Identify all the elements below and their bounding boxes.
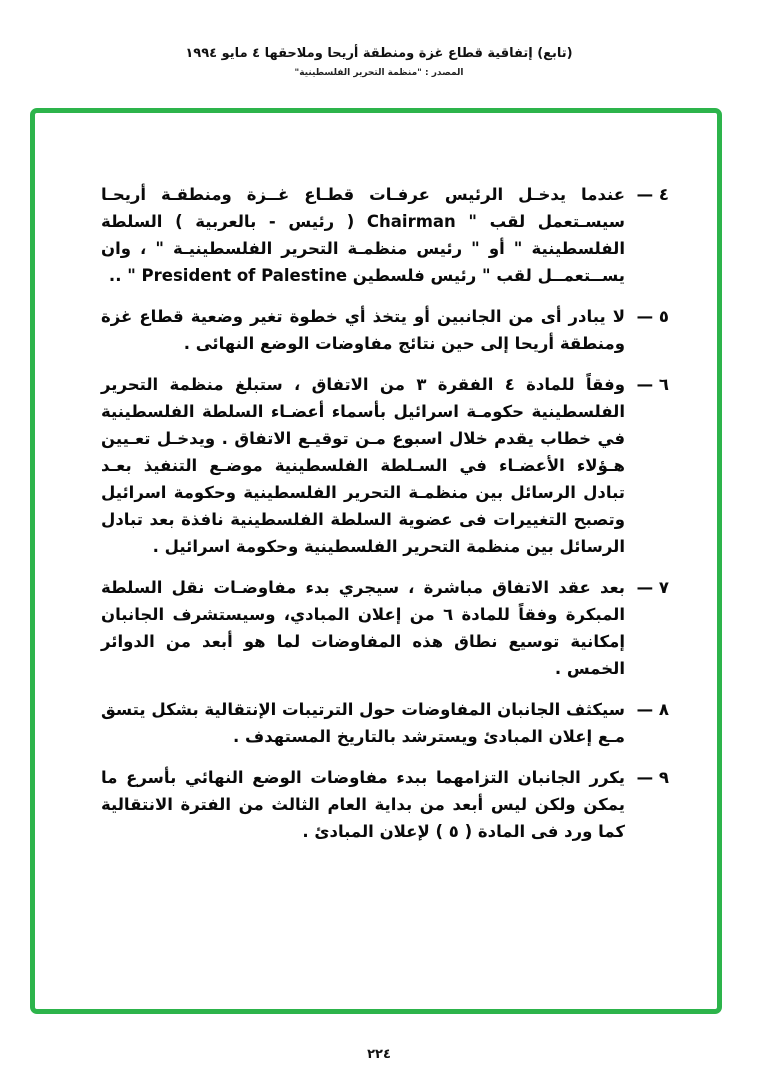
clause-text: لا يبادر أى من الجانبين أو يتخذ أي خطوة تغير وضعية قطاع غزة ومنطقة أريحا إلى حين نتائج مفاوضات الوضع النهائى . <box>101 307 625 353</box>
clause-text: بعد عقد الاتفاق مباشرة ، سيجري بدء مفاوضـات نقل السلطة المبكرة وفقاً للمادة ٦ من إعلان المبادي، وسيستشرف الجانبان إمكانية توسيع نطاق هذه المفاوضات لما هو أبعد من الدوائر الخمس . <box>101 578 625 678</box>
clause-number: ٨ — <box>636 700 669 719</box>
clause-item-5 <box>101 303 669 357</box>
source-line: المصدر : "منظمة التحرير الفلسطينية" <box>294 68 464 78</box>
clause-text: يكرر الجانبان التزامهما ببدء مفاوضات الوضع النهائي بأسرع ما يمكن ولكن ليس أبعد من بداية العام الثالث من الفترة الانتقالية كما ورد فى المادة ( ٥ ) لإعلان المبادئ . <box>101 768 625 841</box>
clause-item-7 <box>101 574 669 682</box>
clause-number: ٤ — <box>636 185 669 204</box>
clause-number: ٧ — <box>636 578 669 597</box>
clause-text: عندما يدخـل الرئيس عرفـات قطـاع غــزة ومنطقـة أريحـا سيسـتعمل لقب " Chairman ( رئيس - بالعربية ) السلطة الفلسطينية " أو " رئيس منظمـة التحرير الفلسطينيـة " ، وان يســتعمــل لقب " رئيس فلسطين President of Palestine " .. <box>101 185 625 285</box>
clause-number: ٩ — <box>636 768 669 787</box>
clause-number: ٦ — <box>636 375 669 394</box>
content-border-box <box>30 108 722 1014</box>
clause-text: وفقاً للمادة ٤ الفقرة ٣ من الاتفاق ، ستبلغ منظمة التحرير الفلسطينية حكومـة اسرائيل بأسماء أعضـاء السلطة الفلسطينية في خطاب يقدم خلال اسبوع مـن توقيـع الاتفاق . ويدخـل تعـيين هـؤلاء الأعضـاء في السـلطة الفلسطينية موضـع التنفيذ بعـد تبادل الرسائل بين منظمـة التحرير الفلسطينية وحكومة اسرائيل وتصبح التغييرات فى عضوية السلطة الفلسطينية نافذة بعد تبادل الرسائل بين منظمة التحرير الفلسطينية وحكومة اسرائيل . <box>101 375 625 556</box>
clause-text: سيكثف الجانبان المفاوضات حول الترتيبات الإنتقالية بشكل يتسق مـع إعلان المبادئ ويسترشد بالتاريخ المستهدف . <box>101 700 625 746</box>
page-number: ٢٢٤ <box>367 1047 391 1062</box>
clause-number: ٥ — <box>636 307 669 326</box>
clause-list <box>101 181 669 859</box>
clause-item-6 <box>101 371 669 560</box>
clause-item-8 <box>101 696 669 750</box>
page-footer <box>0 1043 758 1062</box>
clause-item-4 <box>101 181 669 289</box>
page-header <box>0 46 758 78</box>
clause-item-9 <box>101 764 669 845</box>
document-title: (تابع) إتفاقية قطاع غزة ومنطقة أريحا وملاحقها ٤ مايو ١٩٩٤ <box>185 46 573 61</box>
